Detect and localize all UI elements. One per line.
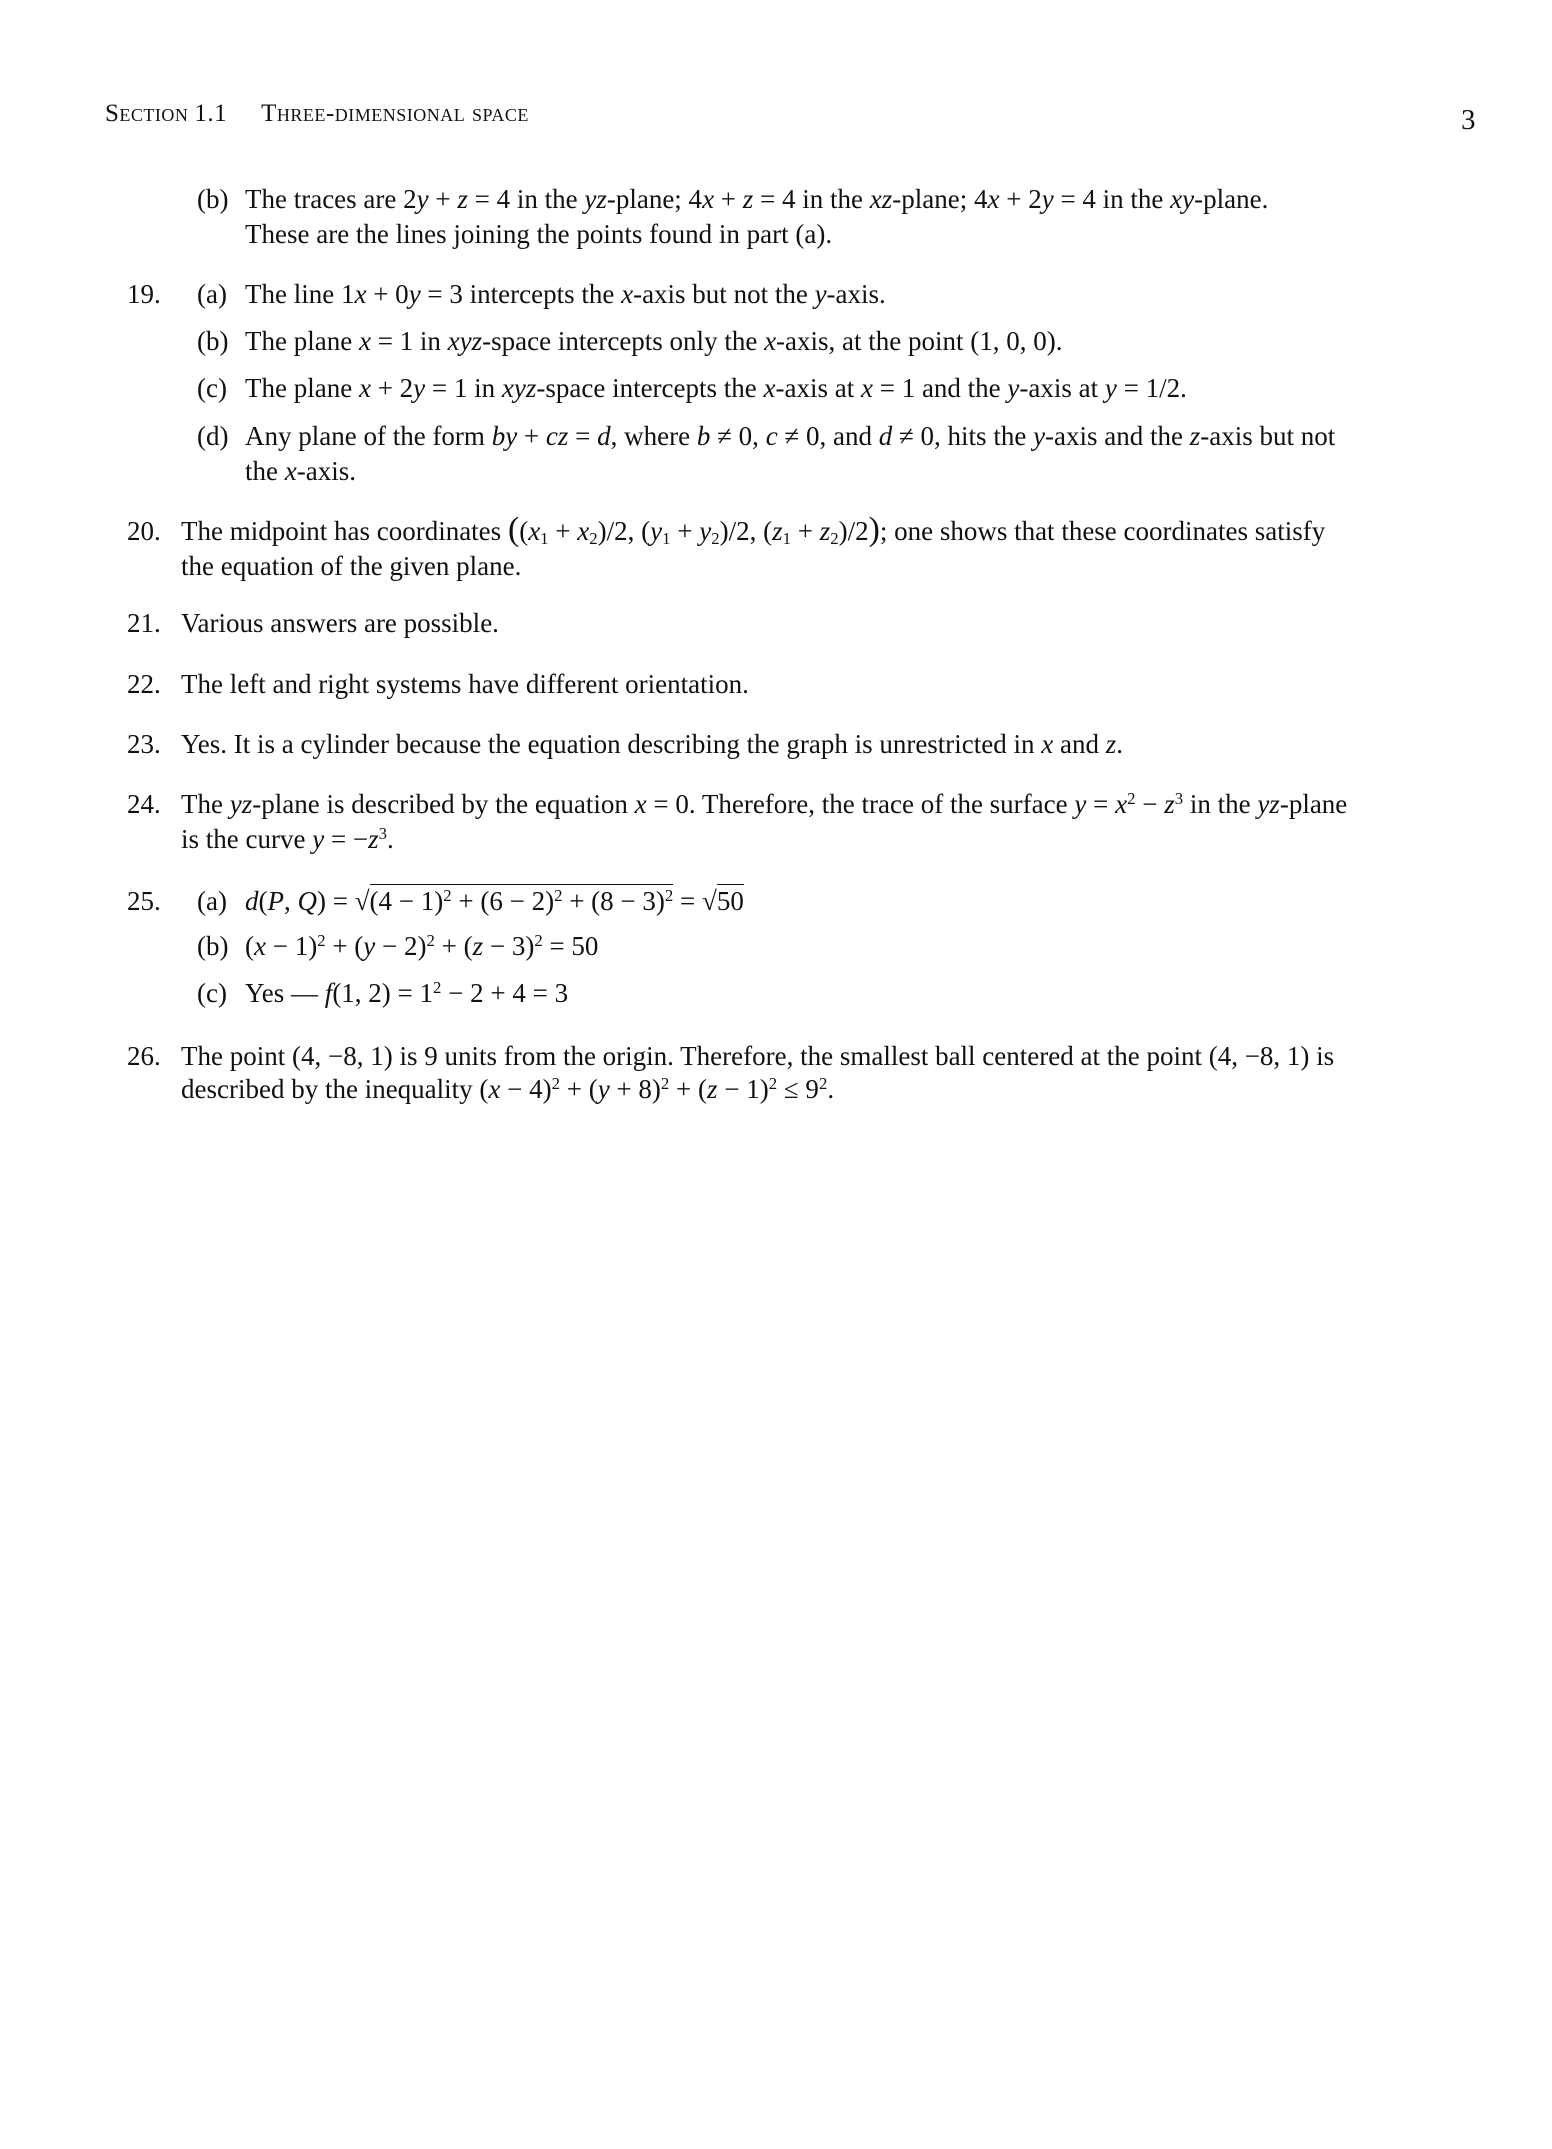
- answer-text-line: Yes. It is a cylinder because the equation describing the graph is unrestricted in x and z.: [181, 729, 1124, 759]
- answer-number: 24.: [127, 789, 161, 819]
- answer-text-line: the equation of the given plane.: [181, 551, 522, 581]
- answer-number: 20.: [127, 516, 161, 546]
- answer-text-line: Various answers are possible.: [181, 608, 499, 638]
- part-label: (a): [197, 279, 227, 309]
- answer-text-line: d(P, $Q) = √(4 - 1)^2 + (6 - 2)^2 + (8 - 3)^2 = √50$: [245, 885, 744, 916]
- answer-text-line: The midpoint has coordinates ($(x_1 + x_2)/2$, $(y_1 + y_2)/2$, $(z_1 + z_2)/2$); one shows that these coordinates satisfy: [181, 511, 1326, 549]
- answer-number: 23.: [127, 729, 161, 759]
- part-label: (b): [197, 931, 229, 961]
- answer-text-line: The line 1x + 0y = 3 intercepts the x-axis but not the y-axis.: [245, 279, 886, 309]
- answer-text-line: Yes — f(1, $2) = 1^2 - 2 + 4 = 3$: [245, 977, 569, 1008]
- answer-text-line: the x-axis.: [245, 456, 356, 486]
- part-label: (d): [197, 421, 229, 451]
- page-number: 3: [1461, 104, 1476, 136]
- answer-text-line: described by the inequality $(x - 4)^2 + (y + 8)^2 + (z - 1)^2 \le 9^2$.: [181, 1073, 835, 1104]
- part-label: (a): [197, 886, 227, 916]
- answer-text-line: $(x - 1)^2 + (y - 2)^2 + (z - 3)^2 = 50$: [245, 930, 599, 961]
- answer-number: 25.: [127, 886, 161, 916]
- part-label: (c): [197, 978, 227, 1008]
- answer-text-line: The traces are 2y + z = 4 in the yz-plane; 4x + z = 4 in the xz-plane; 4x + 2y = 4 in the xy-plane.: [245, 184, 1269, 214]
- section-number: 1.1: [194, 100, 228, 127]
- answer-number: 19.: [127, 279, 161, 309]
- running-header: [105, 100, 529, 128]
- answer-text-line: is the curve $y = -z^3$.: [181, 823, 394, 854]
- part-label: (b): [197, 326, 229, 356]
- section-title: Three-dimensional space: [261, 100, 529, 127]
- answer-text-line: The left and right systems have different orientation.: [181, 669, 749, 699]
- answer-text-line: The yz-plane is described by the equation x = 0. Therefore, the trace of the surface $y = x^2 - z^3$ in the yz-plane: [181, 788, 1348, 819]
- part-label: (b): [197, 184, 229, 214]
- part-label: (c): [197, 373, 227, 403]
- answer-number: 21.: [127, 608, 161, 638]
- section-label: Section: [105, 100, 189, 127]
- answer-text-line: The plane x = 1 in xyz-space intercepts only the x-axis, at the point (1, 0, 0).: [245, 326, 1063, 356]
- answer-number: 26.: [127, 1041, 161, 1071]
- answer-text-line: These are the lines joining the points found in part (a).: [245, 219, 833, 249]
- answer-text-line: Any plane of the form by + cz = d, where b ≠ 0, c ≠ 0, and d ≠ 0, hits the y-axis and the z-axis but not: [245, 421, 1336, 451]
- answer-number: 22.: [127, 669, 161, 699]
- answer-text-line: The point (4, −8, 1) is 9 units from the origin. Therefore, the smallest ball centered at the point (4, −8, 1) is: [181, 1041, 1335, 1071]
- answer-text-line: The plane x + 2y = 1 in xyz-space intercepts the x-axis at x = 1 and the y-axis at y = 1/2.: [245, 373, 1187, 403]
